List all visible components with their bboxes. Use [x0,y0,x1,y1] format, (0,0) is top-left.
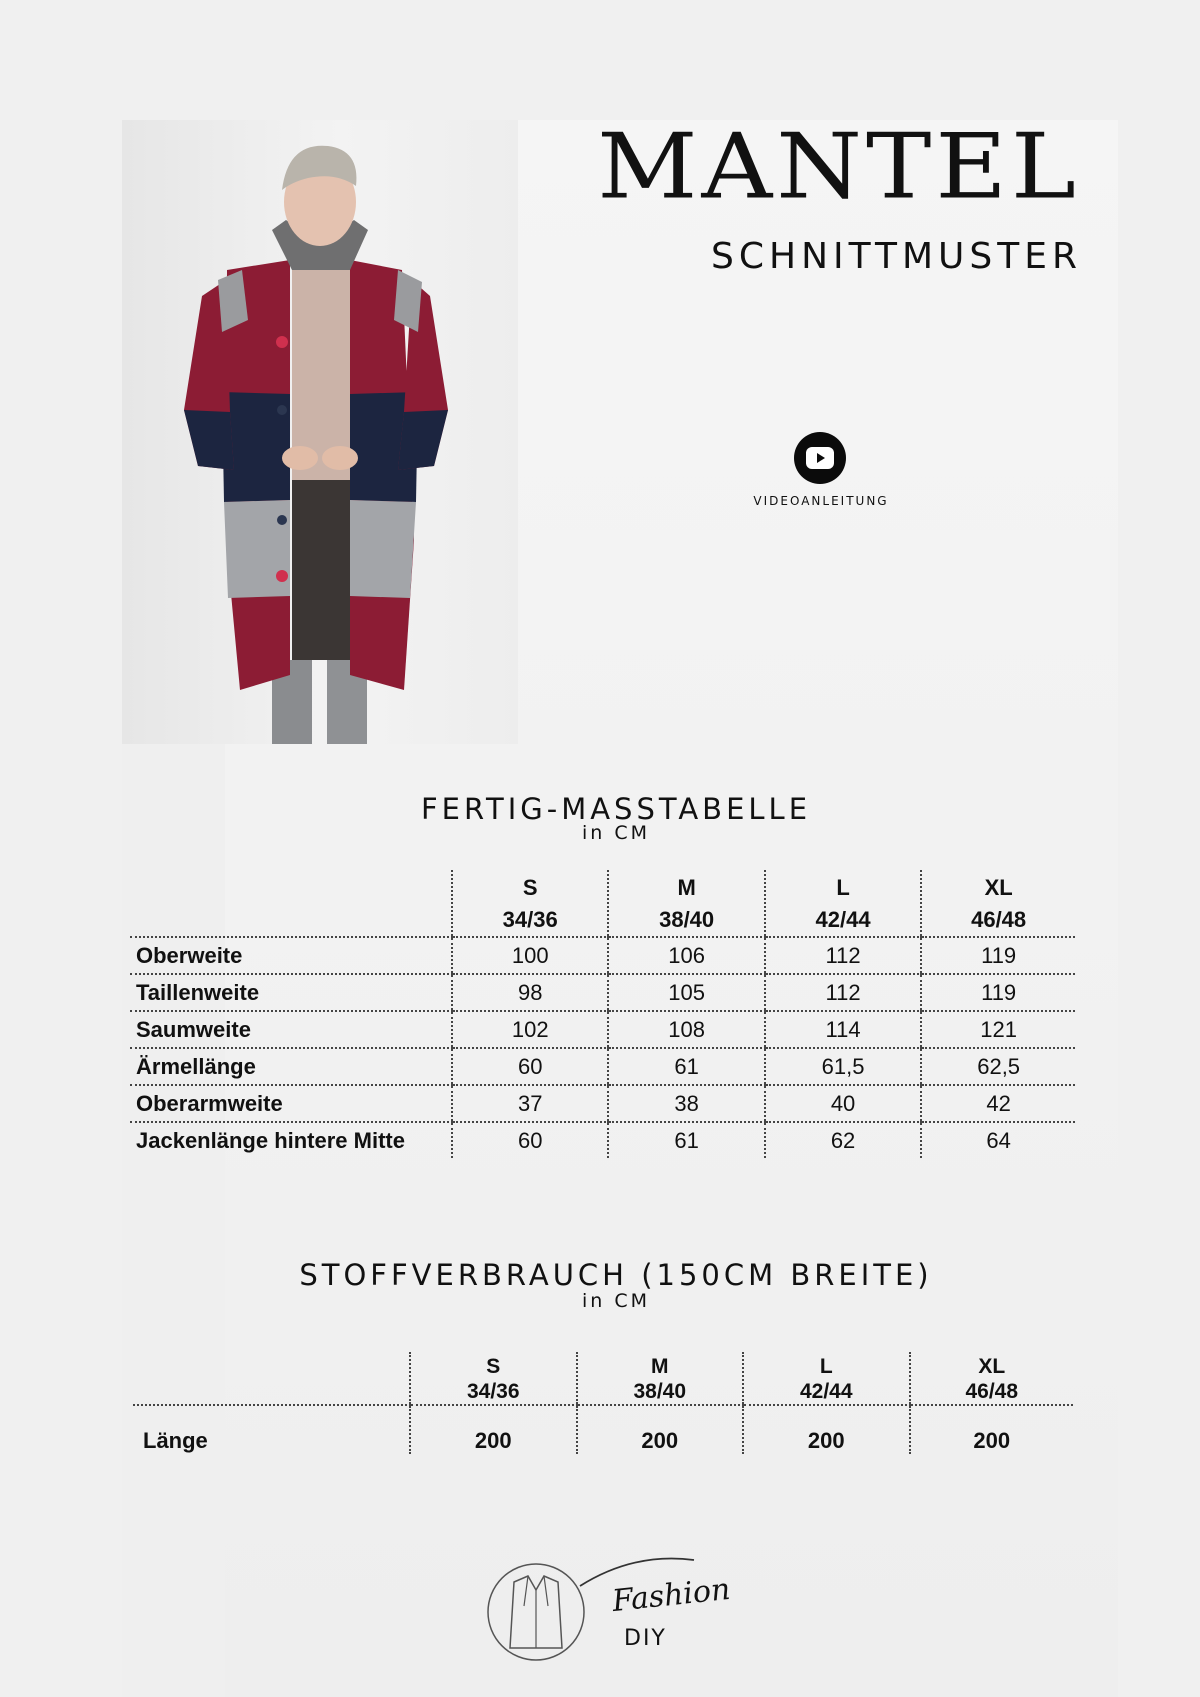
size-letter: M [651,1355,669,1378]
size-letter: L [819,1355,833,1378]
size-numbers: 42/44 [799,1380,853,1403]
cell-value: 112 [765,937,921,974]
row-label: Jackenlänge hintere Mitte [136,1127,405,1153]
cell-value: 61 [608,1048,764,1085]
table-row [130,1011,1075,1048]
finished-measurements-title: FERTIG-MASSTABELLE [420,792,812,826]
cell-value: 38 [608,1085,764,1122]
table-row [130,937,1075,974]
cell-value: 37 [452,1085,608,1122]
cell-value: 98 [452,974,608,1011]
finished-measurements-unit: in CM [581,822,651,844]
size-letter: S [522,875,538,900]
size-s-header [410,1352,577,1405]
cell-value: 62 [765,1122,921,1158]
row-label: Taillenweite [130,974,452,1011]
finished-measurements-table [130,870,1075,1158]
table-row [133,1405,1073,1454]
cell-value: 200 [743,1405,910,1454]
page-subtitle: SCHNITTMUSTER [711,236,1082,277]
row-label: Oberarmweite [130,1085,452,1122]
size-m-header [577,1352,744,1405]
row-label: Saumweite [130,1011,452,1048]
table-row [130,1048,1075,1085]
size-numbers: 34/36 [502,907,558,932]
size-numbers: 38/40 [659,907,715,932]
cell-value: 100 [452,937,608,974]
model-photo [122,120,518,744]
table-header-row [133,1352,1073,1405]
cell-value: 60 [452,1122,608,1158]
page-title: MANTEL [597,114,1080,220]
row-label: Oberweite [130,937,452,974]
size-numbers: 46/48 [971,907,1027,932]
size-xl-header [910,1352,1074,1405]
size-m-header [608,870,764,937]
table-row [130,1122,1075,1158]
row-label: Länge [143,1428,208,1453]
cell-value: 102 [452,1011,608,1048]
cell-value: 119 [921,974,1075,1011]
size-s-header [452,870,608,937]
cell-value: 61 [608,1122,764,1158]
header-empty [130,870,452,937]
video-tutorial-label[interactable]: VIDEOANLEITUNG [753,494,889,508]
cell-value: 64 [921,1122,1075,1158]
size-numbers: 42/44 [815,907,871,932]
size-l-header [743,1352,910,1405]
fabric-usage-table [133,1352,1073,1454]
logo-script-text: Fashion [610,1571,732,1620]
size-numbers: 34/36 [466,1380,520,1403]
size-numbers: 38/40 [633,1380,687,1403]
fabric-usage-unit: in CM [581,1290,651,1312]
cell-value: 62,5 [921,1048,1075,1085]
cell-value: 121 [921,1011,1075,1048]
cell-value: 60 [452,1048,608,1085]
header-empty [133,1352,410,1405]
cell-value: 119 [921,937,1075,974]
cell-value: 42 [921,1085,1075,1122]
youtube-play-icon[interactable] [794,432,846,484]
cell-value: 40 [765,1085,921,1122]
table-row [130,974,1075,1011]
cell-value: 112 [765,974,921,1011]
size-letter: M [677,875,696,900]
cell-value: 114 [765,1011,921,1048]
row-label: Ärmellänge [130,1048,452,1085]
table-header-row [130,870,1075,937]
size-letter: S [486,1355,501,1378]
cell-value: 200 [910,1405,1074,1454]
cell-value: 108 [608,1011,764,1048]
table-row [130,1085,1075,1122]
size-xl-header [921,870,1075,937]
fabric-usage-title: STOFFVERBRAUCH (150CM BREITE) [299,1258,933,1292]
cell-value: 200 [577,1405,744,1454]
size-letter: XL [984,875,1013,900]
cell-value: 61,5 [765,1048,921,1085]
logo-diy-text: DIY [624,1626,667,1651]
cell-value: 106 [608,937,764,974]
cell-value: 105 [608,974,764,1011]
cell-value: 200 [410,1405,577,1454]
size-letter: L [836,875,850,900]
fashion-diy-logo [484,1556,724,1668]
size-l-header [765,870,921,937]
size-numbers: 46/48 [965,1380,1019,1403]
coat-model-illustration [122,120,518,744]
size-letter: XL [978,1355,1006,1378]
jacket-detail-icon [524,1576,548,1648]
